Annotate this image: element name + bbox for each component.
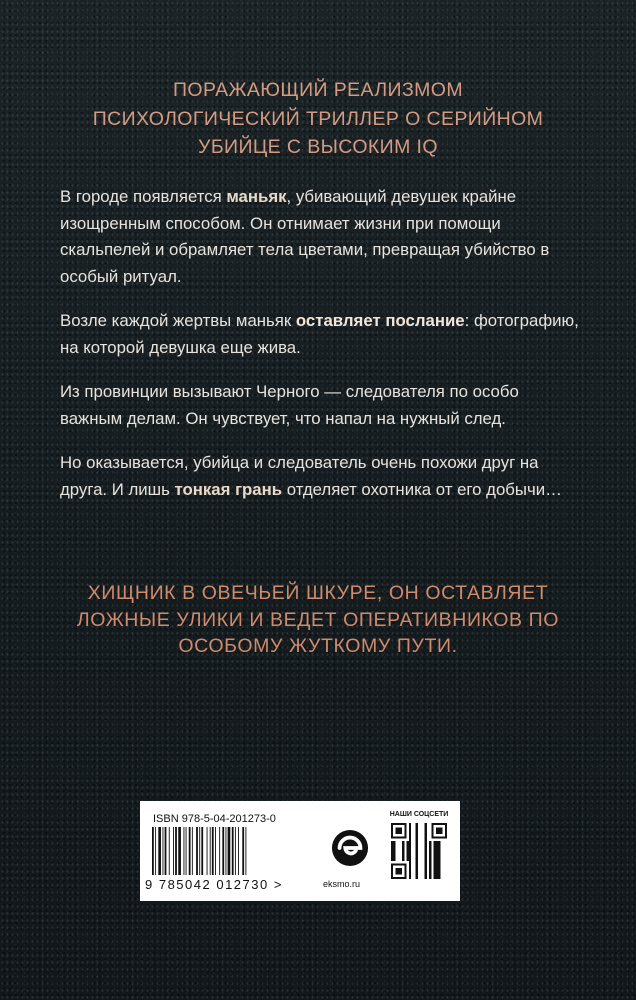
p4-highlight: тонкая грань xyxy=(174,479,283,499)
synopsis xyxy=(60,184,580,521)
p2-text-after: : фотографию, на которой девушка еще жива. xyxy=(60,311,579,357)
barcode-digits: 9 785042 012730 > xyxy=(145,877,283,892)
closing-line-1: ХИЩНИК В ОВЕЧЬЕЙ ШКУРЕ, ОН ОСТАВЛЯЕТ xyxy=(87,582,549,604)
headline-line-3: УБИЙЦЕ С ВЫСОКИМ IQ xyxy=(198,136,438,158)
isbn-label: ISBN 978-5-04-201273-0 xyxy=(153,813,276,825)
synopsis-paragraph-1 xyxy=(60,184,580,290)
publisher-site: eksmo.ru xyxy=(323,879,361,889)
closing-tagline xyxy=(0,580,636,660)
p1-highlight: маньяк xyxy=(226,187,287,206)
synopsis-paragraph-4 xyxy=(60,450,580,503)
headline-line-1: ПОРАЖАЮЩИЙ РЕАЛИЗМОМ xyxy=(172,79,464,101)
closing-line-2: ЛОЖНЫЕ УЛИКИ И ВЕДЕТ ОПЕРАТИВНИКОВ ПО xyxy=(76,608,560,631)
headline xyxy=(0,76,636,162)
p2-highlight: оставляет послание xyxy=(295,311,465,330)
eksmo-logo-icon xyxy=(331,829,369,867)
p4-text-before: Но оказывается, убийца и следователь очень похожи друг на друга. И лишь xyxy=(60,453,539,499)
p4-text-after: отделяет охотника от его добычи… xyxy=(282,479,562,499)
barcode-bars xyxy=(150,827,310,875)
p1-text-before: В городе появляется xyxy=(60,187,227,206)
headline-line-2: ПСИХОЛОГИЧЕСКИЙ ТРИЛЛЕР О СЕРИЙНОМ xyxy=(92,107,544,130)
qr-code-icon xyxy=(391,823,447,879)
closing-line-3: ОСОБОМУ ЖУТКОМУ ПУТИ. xyxy=(178,635,458,657)
p2-text-before: Возле каждой жертвы маньяк xyxy=(60,311,296,330)
synopsis-paragraph-3: Из провинции вызывают Черного — следователя по особо важным делам. Он чувствует, что напал на нужный след. xyxy=(60,382,519,428)
synopsis-paragraph-2 xyxy=(60,308,580,361)
barcode-panel xyxy=(140,801,460,901)
p1-text-after: , убивающий девушек крайне изощренным способом. Он отнимает жизни при помощи скальпелей и обрамляет тела цветами, превращая убийство в особый ритуал. xyxy=(60,187,550,286)
social-label: НАШИ СОЦСЕТИ xyxy=(389,811,449,818)
